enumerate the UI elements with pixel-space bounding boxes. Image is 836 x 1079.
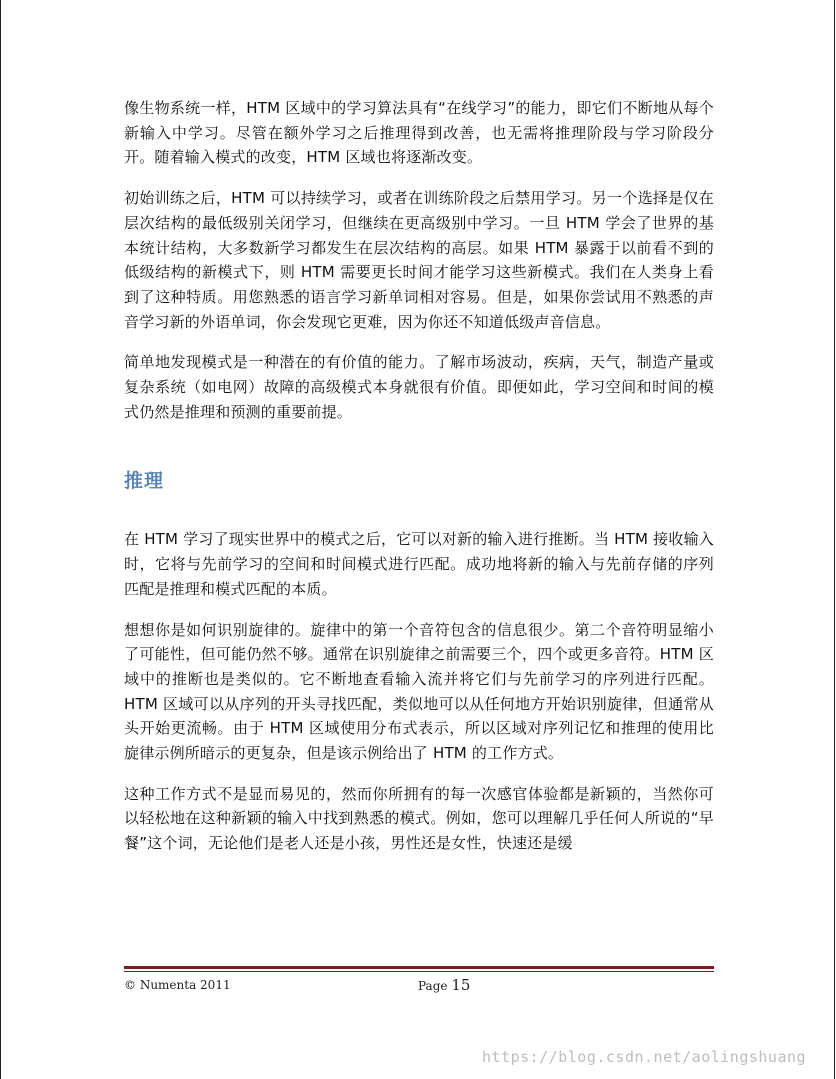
- footer-rule: [124, 966, 714, 973]
- footer-rule-thin: [124, 971, 714, 972]
- footer-page-label: Page: [418, 979, 448, 993]
- page-border-right: [834, 0, 835, 1079]
- footer-rule-thick: [124, 966, 714, 969]
- page-content: [124, 96, 714, 856]
- footer-page-number: 15: [451, 976, 471, 994]
- paragraph-online-learning: 像生物系统一样，HTM 区域中的学习算法具有“在线学习”的能力，即它们不断地从每个新输入中学习。尽管在额外学习之后推理得到改善，也无需将推理阶段与学习阶段分开。随着输入模式的改变，HTM 区域也将逐渐改变。: [124, 99, 714, 167]
- paragraph-inference-intro: 在 HTM 学习了现实世界中的模式之后，它可以对新的输入进行推断。当 HTM 接收输入时，它将与先前学习的空间和时间模式进行匹配。成功地将新的输入与先前存储的序列匹配是推理和模式匹配的本质。: [124, 530, 714, 598]
- paragraph-pattern-discovery: 简单地发现模式是一种潜在的有价值的能力。了解市场波动，疾病，天气，制造产量或复杂系统（如电网）故障的高级模式本身就很有价值。即便如此，学习空间和时间的模式仍然是推理和预测的重要前提。: [124, 353, 714, 421]
- paragraph-novel-input: 这种工作方式不是显而易见的，然而你所拥有的每一次感官体验都是新颖的，当然你可以轻松地在这种新颖的输入中找到熟悉的模式。例如，您可以理解几乎任何人所说的“早餐”这个词，无论他们是老人还是小孩，男性还是女性，快速还是缓: [124, 784, 714, 853]
- paragraph-melody-example: 想想你是如何识别旋律的。旋律中的第一个音符包含的信息很少。第二个音符明显缩小了可能性，但可能仍然不够。通常在识别旋律之前需要三个，四个或更多音符。HTM 区域中的推断也是类似的。它不断地查看输入流并将它们与先前学习的序列进行匹配。HTM 区域可以从序列的开头寻找匹配，类似地可以从任何地方开始识别旋律，但通常从头开始更流畅。由于 HTM 区域使用分布式表示，所以区域对序列记忆和推理的使用比旋律示例所暗示的更复杂，但是该示例给出了 HTM 的工作方式。: [124, 620, 714, 763]
- section-heading-inference: 推理: [124, 470, 165, 493]
- paragraph-continuous-learning: 初始训练之后，HTM 可以持续学习，或者在训练阶段之后禁用学习。另一个选择是仅在层次结构的最低级别关闭学习，但继续在更高级别中学习。一旦 HTM 学会了世界的基本统计结构，大多数新学习都发生在层次结构的高层。如果 HTM 暴露于以前看不到的低级结构的新模式下，则 HTM 需要更长时间才能学习这些新模式。我们在人类身上看到了这种特质。用您熟悉的语言学习新单词相对容易。但是，如果你尝试用不熟悉的声音学习新的外语单词，你会发现它更难，因为你还不知道低级声音信息。: [124, 189, 714, 331]
- watermark-url: https://blog.csdn.net/aolingshuang: [482, 1048, 807, 1066]
- footer-copyright: © Numenta 2011: [124, 978, 231, 992]
- footer-page-indicator: [418, 976, 470, 994]
- page-border-left: [0, 0, 1, 1079]
